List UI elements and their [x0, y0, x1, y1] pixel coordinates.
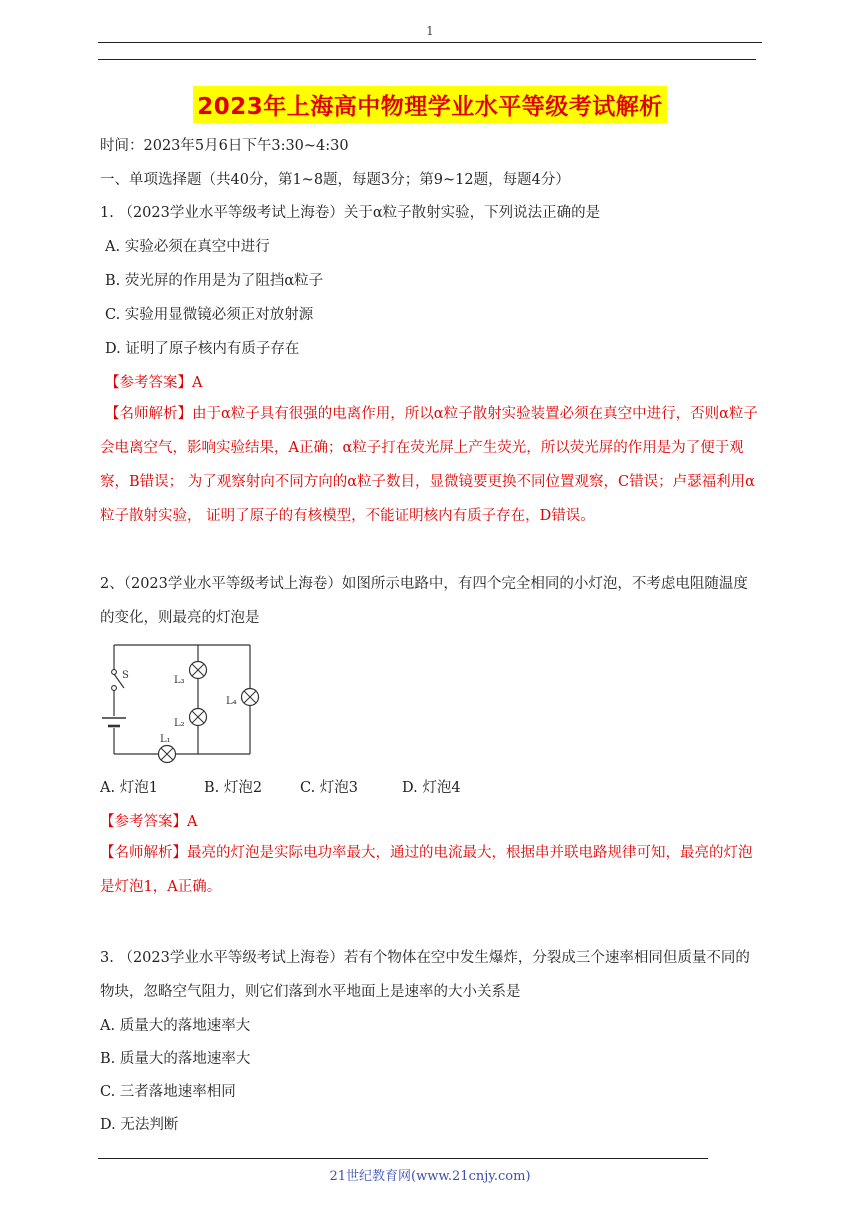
question-2-option-d: D. 灯泡4 [402, 780, 461, 796]
lamp-l2-label: L₂ [174, 718, 185, 729]
lamp-l3-label: L₃ [174, 675, 185, 686]
question-2-analysis: 【名师解析】最亮的灯泡是实际电功率最大，通过的电流最大，根据串并联电路规律可知，最亮的灯泡是灯泡1，A正确。 [100, 845, 753, 895]
question-2-options [100, 778, 461, 798]
battery-symbol [102, 718, 126, 726]
question-2-option-b: B. 灯泡2 [204, 780, 263, 796]
question-1-analysis: 【名师解析】由于α粒子具有很强的电离作用，所以α粒子散射实验装置必须在真空中进行，否则α粒子会电离空气，影响实验结果，A正确；α粒子打在荧光屏上产生荧光，所以荧光屏的作用是为了便于观察，B错误； 为了观察射向不同方向的α粒子数目，显微镜要更换不同位置观察，C错误；卢瑟福利用α粒子散射实验， 证明了原子的有核模型，不能证明核内有质子存在，D错误。 [100, 406, 758, 524]
page-number: 1 [426, 24, 434, 38]
question-2-stem: 2、（2023学业水平等级考试上海卷）如图所示电路中，有四个完全相同的小灯泡，不考虑电阻随温度的变化，则最亮的灯泡是 [100, 576, 748, 626]
lamp-l4 [242, 689, 259, 706]
section-heading: 一、单项选择题（共40分，第1~8题，每题3分；第9~12题，每题4分） [100, 172, 570, 188]
question-1-stem: 1. （2023学业水平等级考试上海卷）关于α粒子散射实验，下列说法正确的是 [100, 205, 601, 221]
footer-rule [98, 1158, 708, 1159]
footer-text: 21世纪教育网(www.21cnjy.com) [329, 1169, 531, 1184]
page-title: 2023年上海高中物理学业水平等级考试解析 [193, 86, 667, 123]
circuit-diagram [100, 638, 260, 770]
question-1-option-c: C. 实验用显微镜必须正对放射源 [105, 307, 314, 323]
lamp-l4-label: L₄ [226, 696, 237, 707]
lamp-l2 [190, 709, 207, 726]
question-3-option-d: D. 无法判断 [100, 1117, 179, 1133]
lamp-l1-label: L₁ [160, 734, 171, 745]
question-1-option-b: B. 荧光屏的作用是为了阻挡α粒子 [105, 273, 324, 289]
question-1-answer: 【参考答案】A [105, 375, 203, 391]
question-3-stem: 3. （2023学业水平等级考试上海卷）若有个物体在空中发生爆炸，分裂成三个速率相同但质量不同的物块，忽略空气阻力，则它们落到水平地面上是速率的大小关系是 [100, 950, 750, 1000]
title-container [0, 86, 860, 123]
question-3-option-c: C. 三者落地速率相同 [100, 1084, 236, 1100]
question-3-option-a: A. 质量大的落地速率大 [100, 1018, 251, 1034]
header-rule-top [98, 42, 762, 43]
switch-label: S [122, 670, 129, 681]
question-1-option-a: A. 实验必须在真空中进行 [105, 239, 270, 255]
lamp-l1 [159, 746, 176, 763]
question-2-answer: 【参考答案】A [100, 814, 198, 830]
question-2-option-a: A. 灯泡1 [100, 780, 158, 796]
question-2-option-c: C. 灯泡3 [300, 780, 359, 796]
header-rule-bottom [98, 59, 756, 60]
question-1-option-d: D. 证明了原子核内有质子存在 [105, 341, 300, 357]
exam-time: 时间：2023年5月6日下午3:30~4:30 [100, 138, 349, 154]
lamp-l3 [190, 662, 207, 679]
question-3-option-b: B. 质量大的落地速率大 [100, 1051, 251, 1067]
